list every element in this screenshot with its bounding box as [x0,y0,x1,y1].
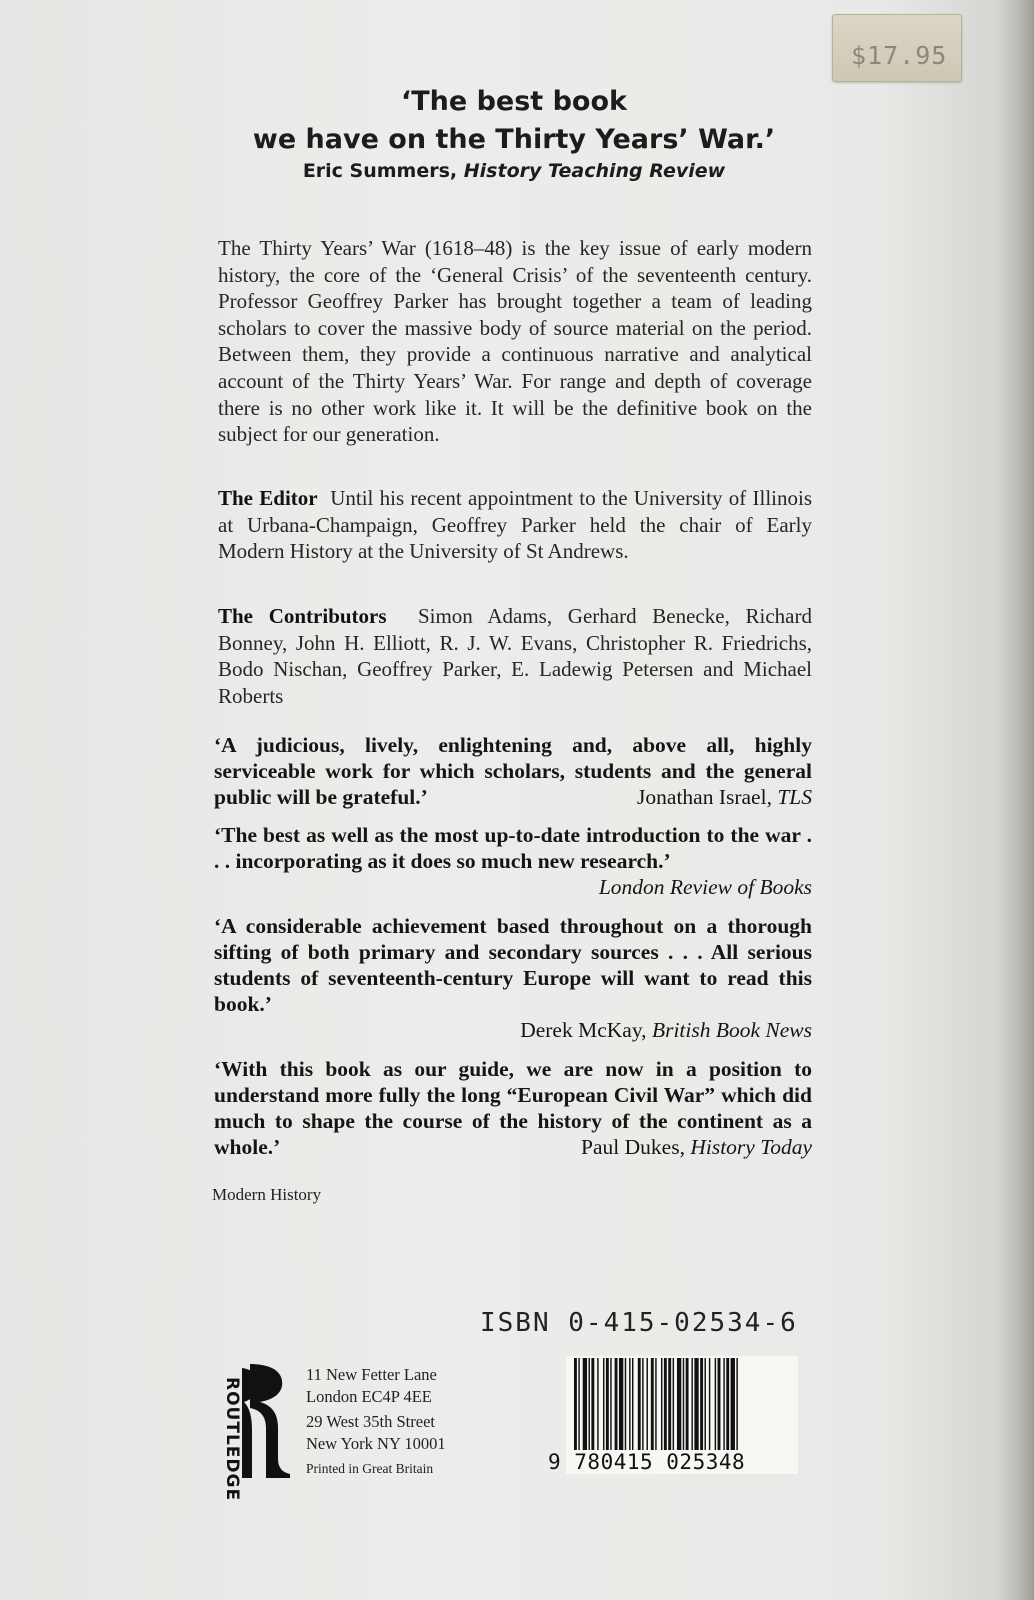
isbn-number: ISBN 0-415-02534-6 [480,1308,798,1338]
headline-quote-line-2: we have on the Thirty Years’ War.’ [252,124,776,155]
review-quote [214,732,812,810]
barcode-bar [589,1358,590,1450]
barcode-bar [709,1358,710,1450]
barcode-bar [610,1358,611,1450]
contributors-section [218,603,812,709]
review-quote [214,913,812,1043]
barcode-bar [731,1358,735,1450]
barcode-bar [591,1358,594,1450]
review-text: ‘With this book as our guide, we are now in a position to understand more fully the long “European Civil War” which did much to shape the course of the history of the continent as a whole.’ [214,1057,812,1159]
barcode-bar [668,1358,671,1450]
price-sticker [832,14,962,82]
editor-section [218,485,812,565]
address-line: 29 West 35th Street [306,1412,435,1431]
barcode-bar [597,1358,598,1450]
headline-quote-line-1: ‘The best book [400,86,627,117]
barcode-bar [723,1358,724,1450]
address-line: London EC4P 4EE [306,1387,432,1406]
review-source: Derek McKay, British Book News [520,1018,812,1042]
barcode-bar [726,1358,729,1450]
barcode-bar [673,1358,674,1450]
publisher-logo-icon [238,1362,294,1478]
address-line: 11 New Fetter Lane [306,1365,437,1384]
contributors-label: The Contributors [218,604,387,628]
barcode-bar [619,1358,623,1450]
barcode-bar [642,1358,643,1450]
attribution-name: Eric Summers, [302,160,464,182]
printed-in-label: Printed in Great Britain [306,1461,434,1476]
barcode-bar [694,1358,698,1450]
barcode-bar [677,1358,681,1450]
book-description: The Thirty Years’ War (1618–48) is the key issue of early modern history, the core of the ‘General Crisis’ of the seventeenth century. Professor Geoffrey Parker has brought together a team of leading scholars to cover the massive body of source material on the period. Between them, they provide a continuous narrative and analytical account of the Thirty Years’ War. For range and depth of coverage there is no other work like it. It will be the definitive book on the subject for our generation. [218,236,812,447]
barcode-digits: 9 780415 025348 [548,1450,746,1474]
barcode-bar [661,1358,662,1450]
review-source: London Review of Books [598,875,812,899]
category-label: Modern History [212,1185,322,1204]
barcode-bar [655,1358,656,1450]
barcode-bar [715,1358,716,1450]
barcode-bar [583,1358,587,1450]
barcode-bar [705,1358,706,1450]
barcode-bar [603,1358,604,1450]
barcode-bar [686,1358,689,1450]
barcode-bar [718,1358,721,1450]
barcode-bar [664,1358,667,1450]
barcode-bar [683,1358,684,1450]
review-quote [214,822,812,900]
review-text: ‘The best as well as the most up-to-date introduction to the war . . . incorporating as it does so much new research.’ [214,823,812,873]
barcode-bars [566,1356,798,1456]
review-text: ‘A considerable achievement based throughout on a thorough sifting of both primary and secondary sources . . . All serious students of seventeenth-century Europe will want to read this book.’ [214,914,812,1016]
barcode-bar [647,1358,648,1450]
address-line: New York NY 10001 [306,1434,446,1453]
review-quote [214,1056,812,1160]
address-london [306,1364,437,1408]
headline-attribution [218,160,810,182]
barcode-bar [606,1358,609,1450]
editor-text: Until his recent appointment to the University of Illinois at Urbana-Champaign, Geoffrey Parker held the chair of Early Modern History at the University of St Andrews. [218,486,813,564]
barcode-bar [632,1358,633,1450]
review-text: ‘A judicious, lively, enlightening and, above all, highly serviceable work for which scholars, students and the general public will be grateful.’ [214,733,812,809]
attribution-source: History Teaching Review [463,160,726,182]
price-label: $17.95 [851,41,948,70]
barcode-bar [638,1358,641,1450]
spine-shadow [1000,0,1034,1600]
barcode-bar [629,1358,630,1450]
barcode-bar [574,1358,577,1450]
address-new-york [306,1411,446,1455]
barcode-bar [625,1358,626,1450]
review-source: Jonathan Israel, TLS [637,785,812,809]
barcode-bar [736,1358,737,1450]
barcode-bar [691,1358,692,1450]
contributors-text: Simon Adams, Gerhard Benecke, Richard Bonney, John H. Elliott, R. J. W. Evans, Christopher R. Friedrichs, Bodo Nischan, Geoffrey Parker, E. Ladewig Petersen and Michael Roberts [218,604,812,708]
publisher-logo-wordmark: ROUTLEDGE [222,1377,242,1502]
editor-label: The Editor [218,486,318,510]
barcode-bar [700,1358,703,1450]
review-source: Paul Dukes, History Today [581,1135,812,1159]
barcode-bar [578,1358,579,1450]
barcode-bar [651,1358,654,1450]
barcode-bar [615,1358,618,1450]
